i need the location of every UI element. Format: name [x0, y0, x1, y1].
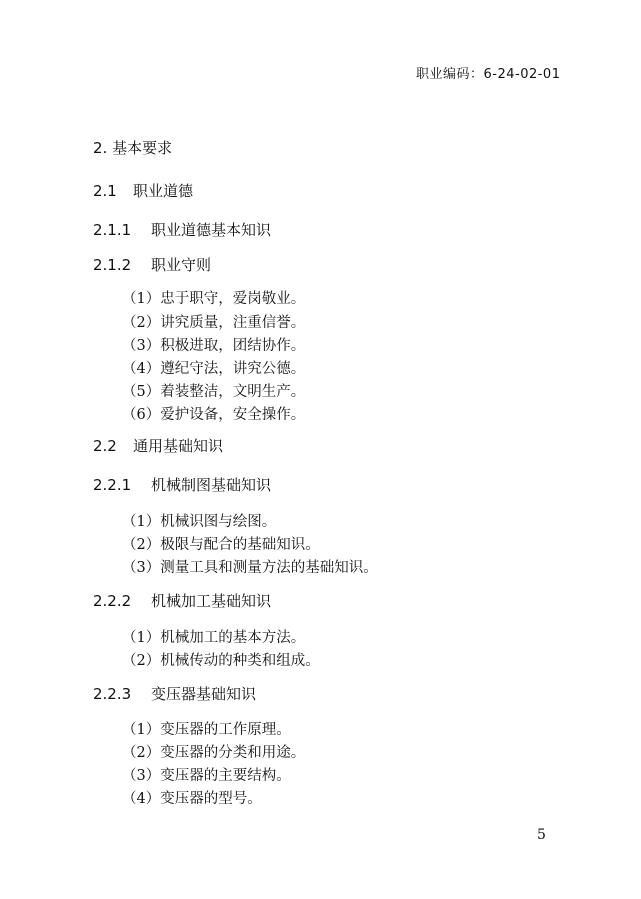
- section-heading-2-1-1: [93, 219, 271, 240]
- section-title: 职业道德基本知识: [151, 221, 272, 239]
- list-item: （6）爱护设备，安全操作。: [122, 407, 306, 423]
- list-item: （4）变压器的型号。: [122, 791, 262, 807]
- section-number: 2.1.2: [93, 256, 132, 274]
- section-number: 2.1.1: [93, 221, 132, 239]
- section-title: 机械制图基础知识: [151, 476, 272, 494]
- section-heading-2-2: [93, 435, 223, 456]
- section-number: 2.2.2: [93, 592, 132, 610]
- page-number: 5: [537, 827, 546, 843]
- section-title: 职业守则: [151, 256, 212, 274]
- section-title: 变压器基础知识: [151, 685, 257, 703]
- list-item: （3）积极进取，团结协作。: [122, 338, 306, 354]
- section-heading-2-2-3: [93, 683, 256, 704]
- section-title: 基本要求: [112, 139, 173, 157]
- section-heading-2: [93, 137, 172, 158]
- section-title: 通用基础知识: [133, 437, 224, 455]
- list-item: （2）讲究质量，注重信誉。: [122, 315, 306, 331]
- section-heading-2-1: [93, 180, 193, 201]
- list-item: （2）变压器的分类和用途。: [122, 745, 306, 761]
- list-item: （5）着装整洁，文明生产。: [122, 384, 306, 400]
- section-heading-2-2-1: [93, 474, 271, 495]
- list-item: （1）忠于职守，爱岗敬业。: [122, 291, 306, 307]
- list-item: （4）遵纪守法，讲究公德。: [122, 361, 306, 377]
- occupation-code-header: 职业编码：6-24-02-01: [416, 67, 561, 82]
- section-number: 2.2.3: [93, 685, 132, 703]
- section-title: 职业道德: [133, 182, 194, 200]
- list-item: （3）变压器的主要结构。: [122, 768, 291, 784]
- list-item: （1）机械加工的基本方法。: [122, 630, 306, 646]
- list-item: （1）变压器的工作原理。: [122, 722, 291, 738]
- section-heading-2-2-2: [93, 590, 271, 611]
- section-heading-2-1-2: [93, 254, 211, 275]
- list-item: （2）极限与配合的基础知识。: [122, 537, 320, 553]
- section-number: 2.2: [93, 437, 117, 455]
- section-number: 2.: [93, 139, 108, 157]
- section-number: 2.2.1: [93, 476, 132, 494]
- list-item: （1）机械识图与绘图。: [122, 514, 277, 530]
- section-number: 2.1: [93, 182, 117, 200]
- list-item: （3）测量工具和测量方法的基础知识。: [122, 560, 378, 576]
- list-item: （2）机械传动的种类和组成。: [122, 653, 320, 669]
- section-title: 机械加工基础知识: [151, 592, 272, 610]
